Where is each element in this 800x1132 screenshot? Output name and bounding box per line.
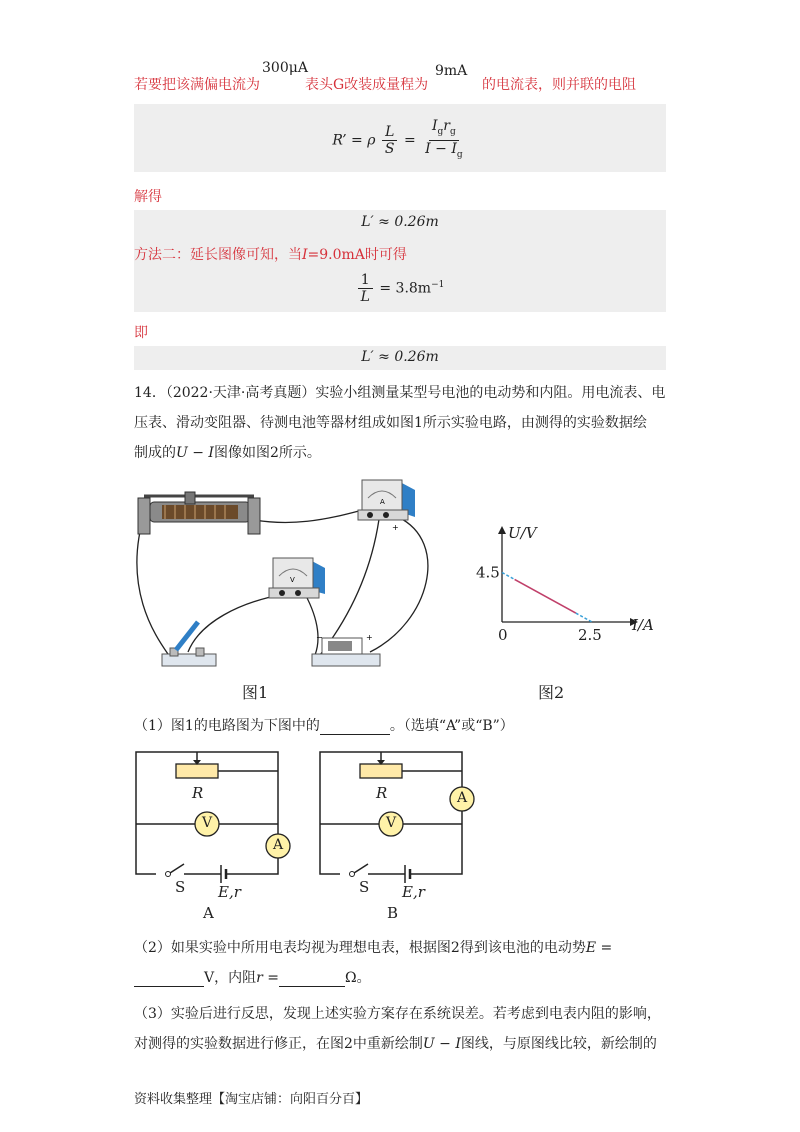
intro-part2: 表头G改装成量程为 — [305, 77, 429, 93]
series-dashed-end — [576, 613, 592, 622]
sub1-answer-blank[interactable] — [320, 718, 390, 735]
result2: L′ ≈ 0.26m — [361, 349, 439, 365]
circuit-b-V: V — [386, 815, 397, 831]
battery-plus: + — [366, 633, 373, 642]
sub2-text: （2）如果实验中所用电表均视为理想电表，根据图2得到该电池的电动势 — [134, 940, 586, 956]
formula1-den2 — [422, 141, 465, 163]
circuit-b — [310, 744, 490, 894]
circuit-a-R: R — [192, 784, 204, 802]
circuit-a — [126, 744, 306, 894]
formula1-den2-sub: g — [456, 149, 463, 160]
formula1-eq: = — [403, 132, 416, 149]
q14-line3-var: U − I — [176, 445, 214, 461]
sub2-line1 — [134, 937, 612, 957]
sub1-suffix: 。（选填“A”或“B”） — [389, 718, 514, 734]
x-tick-label: 2.5 — [578, 626, 602, 644]
formula1-num2 — [429, 118, 459, 141]
formula2 — [134, 272, 666, 305]
ammeter-plus: + — [392, 523, 399, 532]
ammeter-icon — [358, 480, 415, 532]
circuit-a-A: A — [273, 837, 284, 853]
figure1-apparatus — [130, 472, 440, 677]
formula1 — [134, 118, 666, 163]
formula1-num2-r-sub: g — [450, 126, 456, 137]
circuit-b-caption: B — [387, 904, 399, 922]
voltmeter-label: V — [290, 576, 295, 584]
intro-part1: 若要把该满偏电流为 — [134, 77, 260, 93]
sub2-unit-v: V，内阻 — [204, 970, 257, 986]
sub3-line2b: 图线，与原图线比较，新绘制的 — [460, 1036, 657, 1052]
method2-var: I — [302, 247, 308, 263]
formula1-frac2 — [422, 118, 465, 163]
q14-line1: 14．（2022·天津·高考真题）实验小组测量某型号电池的电动势和内阻。用电流表、电 — [134, 385, 666, 401]
range-value-9ma: 9mA — [435, 63, 468, 79]
sub2-unit-ohm: Ω。 — [345, 970, 371, 986]
circuit-b-E: E,r — [402, 883, 425, 901]
circuit-a-E: E,r — [218, 883, 241, 901]
intro-line — [134, 74, 260, 94]
formula2-frac — [358, 272, 373, 305]
circuit-b-S: S — [359, 878, 370, 896]
circuit-a-resistor — [176, 764, 218, 778]
result1: L′ ≈ 0.26m — [361, 214, 439, 230]
q14-line3a: 制成的 — [134, 445, 176, 461]
sub2-line2 — [134, 967, 371, 987]
formula2-sup: −1 — [431, 279, 445, 290]
formula2-den: L — [360, 289, 370, 305]
current-value-300ua: 300μA — [262, 60, 308, 76]
intro-part3: 的电流表，则并联的电阻 — [482, 77, 636, 93]
y-axis-label: U/V — [508, 524, 537, 542]
figure1-caption: 图1 — [242, 683, 269, 702]
switch-icon — [162, 622, 216, 666]
sub2-r-label: r = — [256, 970, 279, 986]
voltmeter-icon — [269, 558, 325, 598]
sub2-r-blank[interactable] — [279, 970, 345, 987]
formula1-num2-i: I — [432, 118, 438, 134]
ammeter-label: A — [380, 498, 385, 506]
battery-minus: − — [316, 633, 323, 642]
origin-label: 0 — [498, 626, 508, 644]
sub1-text: （1）图1的电路图为下图中的 — [134, 718, 320, 734]
formula1-frac1 — [382, 124, 398, 157]
method2-line — [134, 244, 407, 264]
method2-prefix: 方法二：延长图像可知，当 — [134, 247, 302, 263]
sub3-line2 — [134, 1033, 657, 1053]
series-line — [515, 579, 576, 613]
rheostat-icon — [138, 492, 260, 534]
formula1-num1: L — [382, 124, 397, 141]
q14-line3b: 图像如图2所示。 — [213, 445, 321, 461]
x-axis-label: I/A — [632, 616, 654, 634]
formula1-lhs: R’ = ρ — [332, 132, 376, 149]
ji-label: 即 — [134, 325, 148, 341]
circuit-b-R: R — [376, 784, 388, 802]
q14-line3 — [134, 442, 321, 462]
sub2-emf-blank[interactable] — [134, 970, 204, 987]
q14-line2: 压表、滑动变阻器、待测电池等器材组成如图1所示实验电路，由测得的实验数据绘 — [134, 415, 647, 431]
figure2-caption: 图2 — [538, 683, 565, 702]
formula1-num2-sub: g — [437, 126, 444, 137]
wire — [188, 594, 285, 652]
y-axis-arrow — [498, 526, 506, 534]
formula1-num2-r: r — [443, 118, 450, 134]
sub3-line2a: 对测得的实验数据进行修正，在图2中重新绘制 — [134, 1036, 423, 1052]
wire — [305, 594, 318, 655]
circuit-a-V: V — [202, 815, 213, 831]
circuit-a-caption: A — [203, 904, 214, 922]
formula2-rhs: = 3.8m — [379, 280, 432, 297]
formula2-num: 1 — [358, 272, 373, 289]
jiede-label: 解得 — [134, 189, 162, 205]
footer-source: 资料收集整理【淘宝店铺：向阳百分百】 — [134, 1092, 369, 1107]
battery-icon — [312, 633, 380, 666]
sub1-line — [134, 715, 514, 735]
y-tick-label: 4.5 — [476, 563, 500, 582]
formula1-den2-text: I − I — [425, 140, 457, 157]
method2-suffix: =9.0mA时可得 — [307, 247, 407, 263]
wire — [370, 517, 428, 652]
sub3-line1: （3）实验后进行反思，发现上述实验方案存在系统误差。若考虑到电表内阻的影响， — [134, 1006, 661, 1022]
sub2-E-label: E = — [585, 940, 613, 956]
circuit-b-A: A — [457, 790, 468, 806]
circuit-a-S: S — [175, 878, 186, 896]
series-dashed-start — [502, 573, 515, 580]
figure2-ui-chart — [472, 522, 672, 650]
circuit-b-resistor — [360, 764, 402, 778]
sub3-line2-var: U − I — [422, 1036, 461, 1052]
formula1-den1: S — [384, 140, 395, 157]
